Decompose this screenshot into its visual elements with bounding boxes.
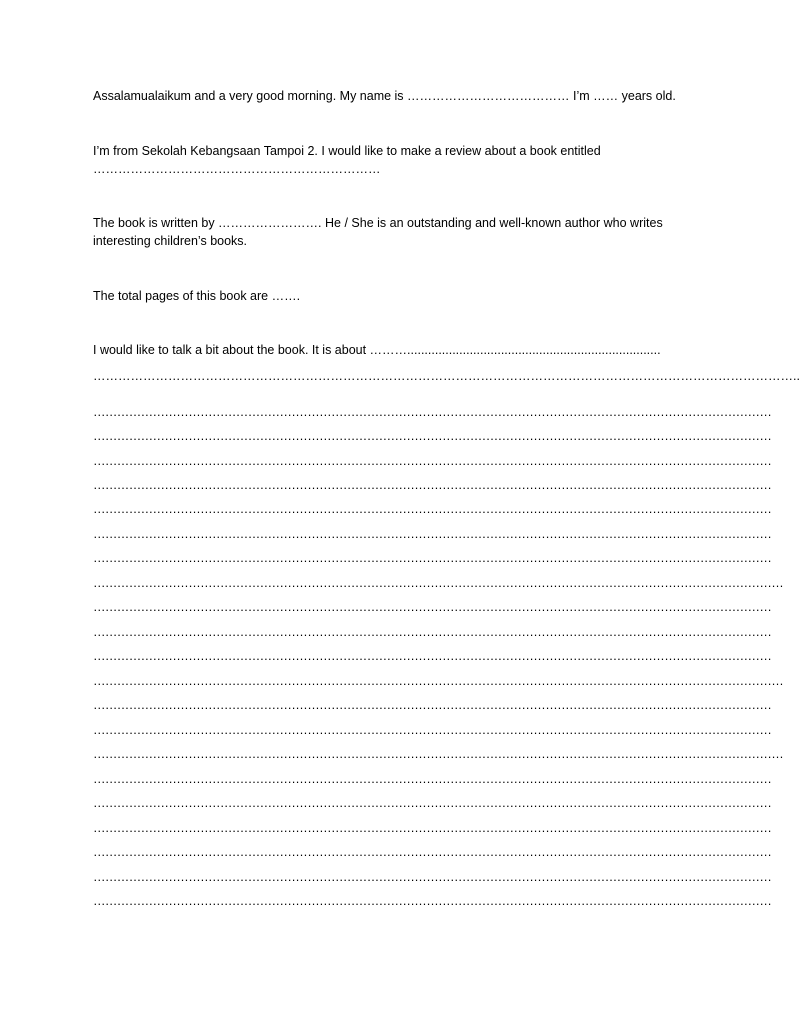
writing-line: ……………………………………………………………………………………………………………………………………………………… — [93, 698, 772, 712]
writing-line: ……………………………………………………………………………………………………………………………………………………… — [93, 551, 772, 565]
writing-line: ……………………………………………………………………………………………………………………………………………………… — [93, 870, 772, 884]
writing-line: ……………………………………………………………………………………………………………………………………………………… — [93, 502, 772, 516]
writing-line: ……………………………………………………………………………………………………………………………………………………… — [93, 625, 772, 639]
school-line: I’m from Sekolah Kebangsaan Tampoi 2. I would like to make a review about a book entitled — [93, 144, 601, 158]
writing-line: ………………………………………………………………………………………………………………………………………………………… — [93, 674, 784, 688]
writing-line: ……………………………………………………………………………………………………………………………………………………… — [93, 454, 772, 468]
writing-line: ……………………………………………………………………………………………………………………………………………………… — [93, 723, 772, 737]
writing-line: ……………………………………………………………………………………………………………………………………………………… — [93, 894, 772, 908]
writing-line: ……………………………………………………………………………………………………………………………………………………… — [93, 821, 772, 835]
writing-line: ………………………………………………………………………………………………………………………………………………………… — [93, 747, 784, 761]
writing-line: ……………………………………………………………………………………………………………………………………………………… — [93, 429, 772, 443]
writing-line: ……………………………………………………………………………………………………………………………………………………… — [93, 405, 772, 419]
writing-line: ……………………………………………………………………………………………………………………………………………………… — [93, 796, 772, 810]
writing-line: ……………………………………………………………………………………………………………………………………………………… — [93, 772, 772, 786]
author-line-continued: interesting children’s books. — [93, 234, 248, 248]
author-line: The book is written by ……………………. He / She is an outstanding and well-known author who writes — [93, 216, 663, 230]
book-about-line: I would like to talk a bit about the book. It is about ………......................................................................... — [93, 343, 661, 357]
writing-line: ………………………………………………………………………………………………………………………………………………………… — [93, 576, 784, 590]
book-about-continued: …………………………………………………………………………………………………………………………………………………….. — [93, 369, 800, 383]
greeting-line: Assalamualaikum and a very good morning. My name is ………………………………… I’m …… years old. — [93, 89, 676, 103]
book-title-blank: …………………………………………………………… — [93, 162, 381, 176]
writing-line: ……………………………………………………………………………………………………………………………………………………… — [93, 600, 772, 614]
writing-line: ……………………………………………………………………………………………………………………………………………………… — [93, 527, 772, 541]
writing-line: ……………………………………………………………………………………………………………………………………………………… — [93, 845, 772, 859]
writing-line: ……………………………………………………………………………………………………………………………………………………… — [93, 478, 772, 492]
writing-line: ……………………………………………………………………………………………………………………………………………………… — [93, 649, 772, 663]
total-pages-line: The total pages of this book are ……. — [93, 289, 301, 303]
